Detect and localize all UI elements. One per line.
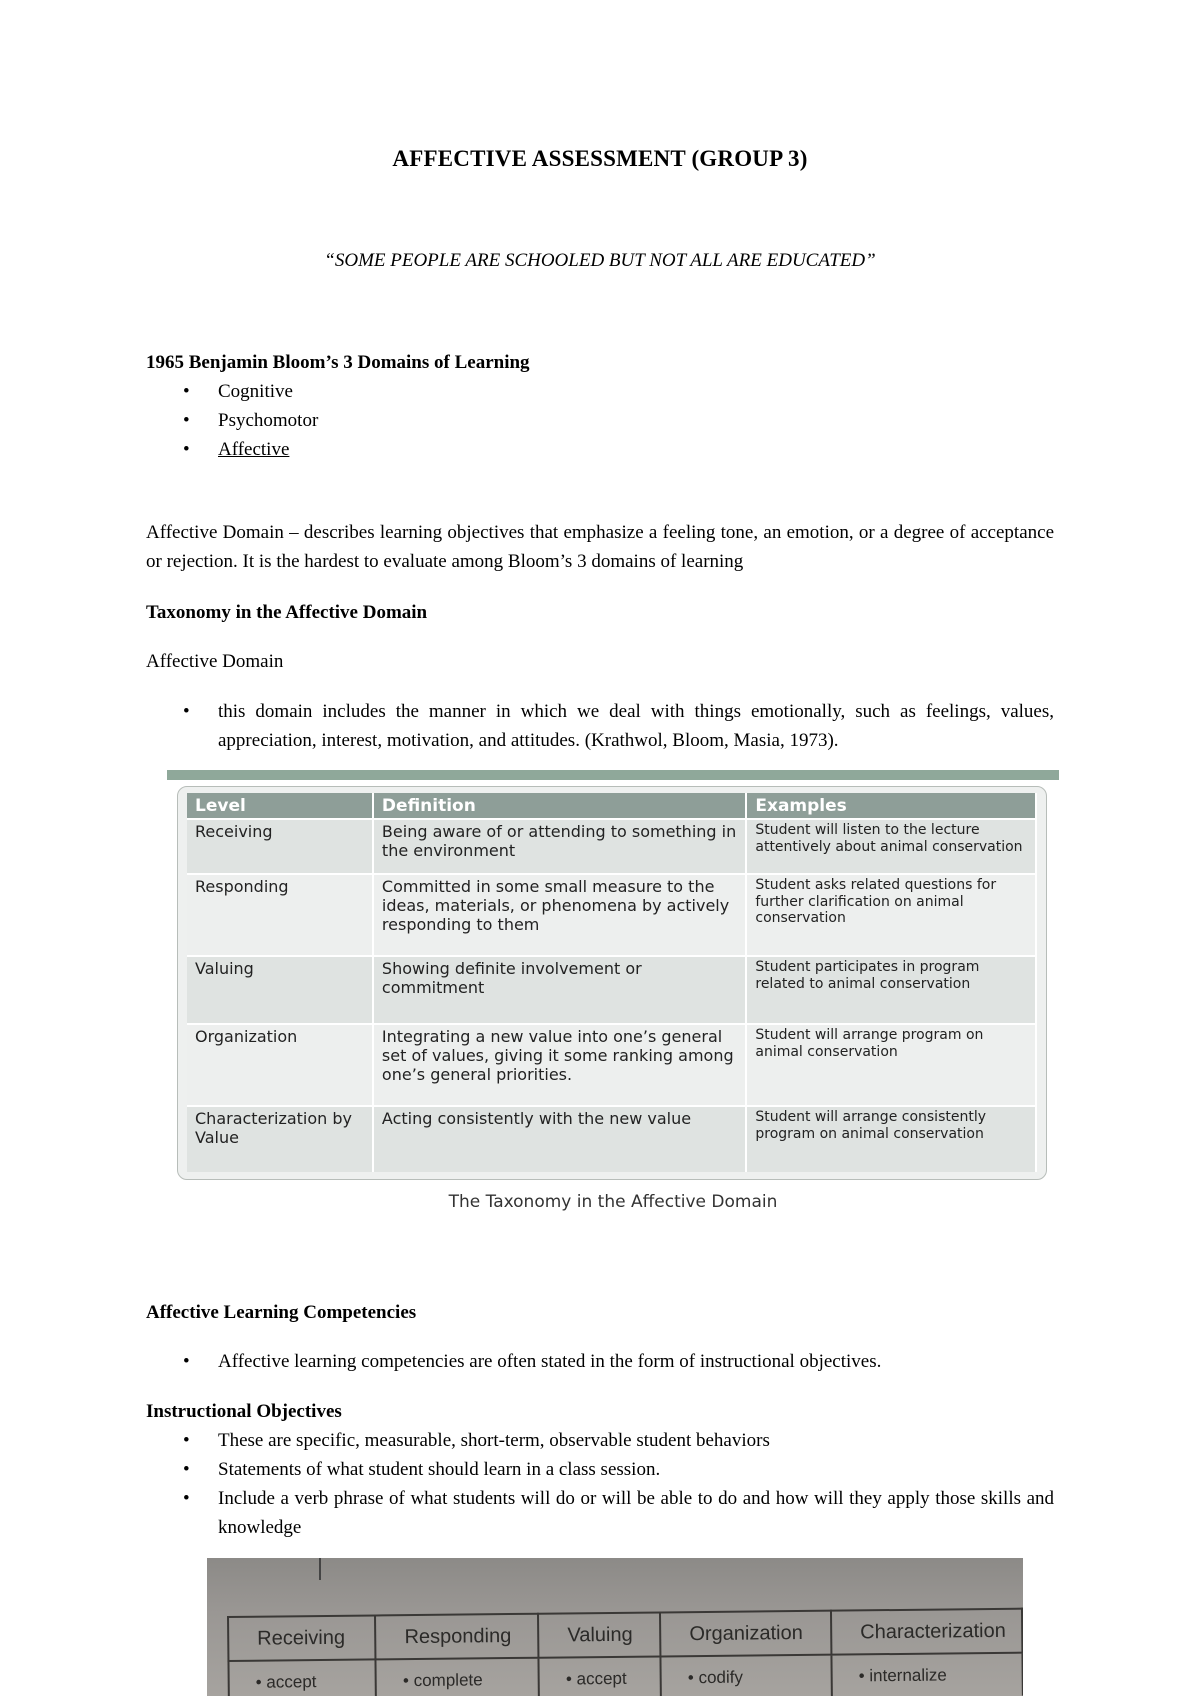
level-cell: Characterization by Value: [187, 1106, 373, 1172]
table-row: [187, 1024, 1036, 1106]
document-title: AFFECTIVE ASSESSMENT (GROUP 3): [392, 146, 808, 171]
column-header: Receiving: [228, 1615, 376, 1661]
table-row: [187, 956, 1036, 1024]
table-row: [187, 819, 1036, 874]
taxonomy-subheading: Affective Domain: [146, 651, 284, 672]
list-item-label: Affective: [218, 439, 290, 460]
definition-cell: Acting consistently with the new value: [373, 1106, 746, 1172]
table-cell: • complete: [376, 1658, 539, 1696]
quote: “SOME PEOPLE ARE SCHOOLED BUT NOT ALL ARE EDUCATED”: [324, 250, 876, 271]
objectives-heading: Instructional Objectives: [146, 1401, 342, 1422]
example-cell: Student asks related questions for further clarification on animal conservation: [746, 874, 1036, 956]
blooms-heading: 1965 Benjamin Bloom’s 3 Domains of Learning: [146, 352, 530, 373]
photo-of-textbook-table: [207, 1558, 1023, 1696]
definition-cell: Showing definite involvement or commitment: [373, 956, 746, 1024]
objectives-item: • Include a verb phrase of what students will do or will be able to do and how will they apply those skills and knowledge: [146, 1484, 1054, 1542]
table-row: [228, 1653, 1022, 1696]
level-cell: Receiving: [187, 819, 373, 874]
list-item-label: Statements of what student should learn in a class session.: [218, 1459, 661, 1480]
list-item: • Cognitive: [183, 381, 293, 402]
example-cell: Student will arrange consistently program on animal conservation: [746, 1106, 1036, 1172]
taxonomy-table-figure: [167, 770, 1059, 1214]
example-cell: Student participates in program related to animal conservation: [746, 956, 1036, 1024]
list-item-label: Affective learning competencies are often stated in the form of instructional objectives.: [218, 1351, 882, 1372]
table-row: [187, 1106, 1036, 1172]
competencies-list: [146, 1347, 881, 1376]
photo-mark: [319, 1558, 321, 1580]
taxonomy-bullet-text: this domain includes the manner in which we deal with things emotionally, such as feelings, values, appreciation, interest, motivation, and attitudes. (Krathwol, Bloom, Masia, 1973).: [218, 701, 1054, 751]
taxonomy-bullet: • this domain includes the manner in which we deal with things emotionally, such as feelings, values, appreciation, interest, motivation, and attitudes. (Krathwol, Bloom, Masia, 1973).: [146, 697, 1054, 755]
table-cell: • codify: [661, 1655, 832, 1696]
table-cell: • accept: [228, 1659, 376, 1696]
table-cell: • internalize: [831, 1653, 1022, 1696]
objectives-item: • These are specific, measurable, short-term, observable student behaviors: [146, 1426, 1054, 1455]
definition-cell: Being aware of or attending to something in the environment: [373, 819, 746, 874]
level-cell: Organization: [187, 1024, 373, 1106]
blooms-list: [146, 377, 318, 464]
table-cell: • accept: [539, 1656, 661, 1696]
table-header-row: [187, 793, 1036, 819]
level-cell: Responding: [187, 874, 373, 956]
photo-table: [227, 1608, 1023, 1696]
table-row: [187, 874, 1036, 956]
list-item: • Affective: [183, 439, 290, 460]
list-item: • Affective learning competencies are often stated in the form of instructional objectives.: [183, 1351, 882, 1372]
column-header: Valuing: [538, 1612, 660, 1657]
figure-caption: The Taxonomy in the Affective Domain: [448, 1192, 778, 1212]
affective-definition: Affective Domain – describes learning objectives that emphasize a feeling tone, an emotion, or a degree of acceptance or rejection. It is the hardest to evaluate among Bloom’s 3 domains of learning: [146, 522, 1054, 572]
taxonomy-table: [187, 793, 1037, 1172]
column-header: Examples: [746, 793, 1036, 819]
definition-cell: Committed in some small measure to the ideas, materials, or phenomena by actively responding to them: [373, 874, 746, 956]
column-header: Characterization: [831, 1609, 1022, 1655]
example-cell: Student will arrange program on animal conservation: [746, 1024, 1036, 1106]
list-item-label: These are specific, measurable, short-term, observable student behaviors: [218, 1430, 770, 1451]
column-header: Responding: [375, 1614, 538, 1660]
example-cell: Student will listen to the lecture attentively about animal conservation: [746, 819, 1036, 874]
level-cell: Valuing: [187, 956, 373, 1024]
list-item-label: Cognitive: [218, 381, 293, 402]
column-header: Level: [187, 793, 373, 819]
list-item: • Psychomotor: [183, 410, 319, 431]
list-item-label: Include a verb phrase of what students will do or will be able to do and how will they apply those skills and knowledge: [218, 1488, 1054, 1538]
taxonomy-heading: Taxonomy in the Affective Domain: [146, 602, 428, 623]
figure-top-bar: [167, 770, 1059, 780]
column-header: Organization: [660, 1611, 831, 1657]
column-header: Definition: [373, 793, 746, 819]
competencies-heading: Affective Learning Competencies: [146, 1302, 417, 1323]
objectives-item: • Statements of what student should learn in a class session.: [146, 1455, 1054, 1484]
definition-cell: Integrating a new value into one’s general set of values, giving it some ranking among one’s general priorities.: [373, 1024, 746, 1106]
list-item-label: Psychomotor: [218, 410, 319, 431]
